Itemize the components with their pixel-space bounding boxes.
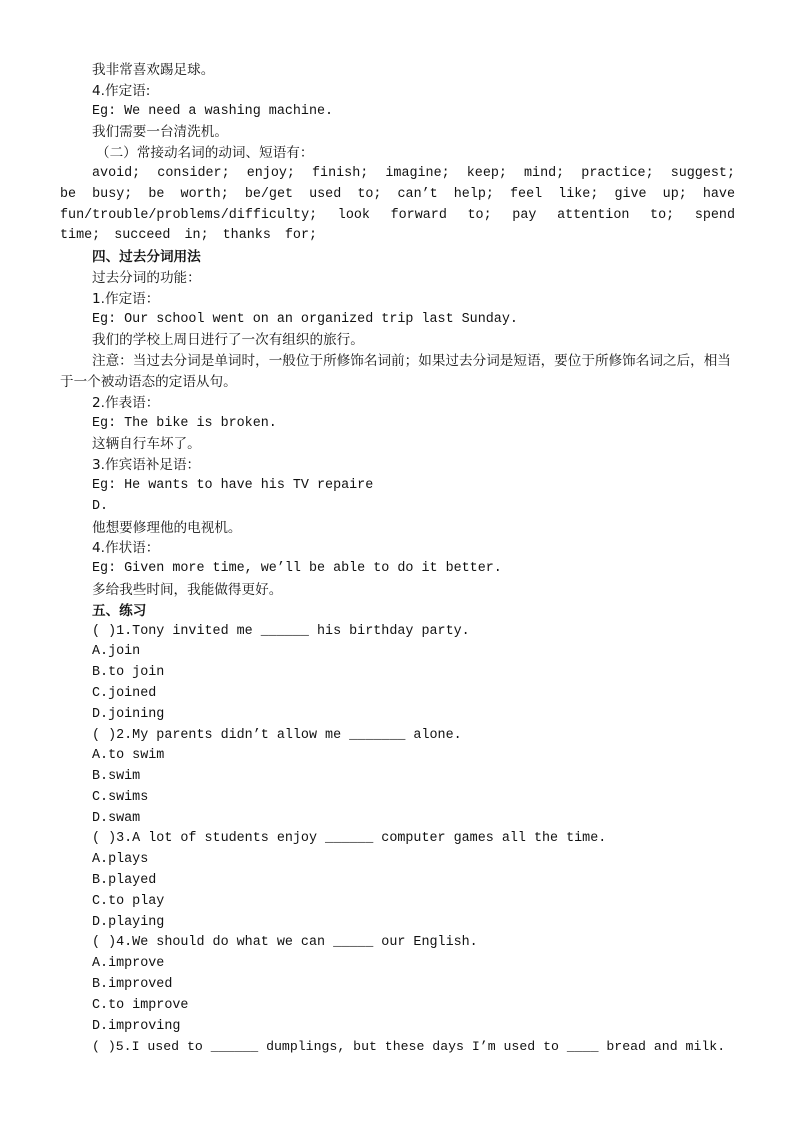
answer-option: D.improving [92,1018,181,1034]
document-content [60,60,735,1058]
answer-option: B.improved [92,977,173,993]
example-translation: 他想要修理他的电视机。 [92,519,242,536]
example-sentence-continuation: D. [92,498,109,514]
answer-option: C.to play [92,893,165,909]
example-translation: 我们的学校上周日进行了一次有组织的旅行。 [92,332,364,349]
usage-heading: 4.作状语： [92,540,160,557]
question-stem: ( )1.Tony invited me ______ his birthday party. [92,623,470,639]
example-sentence: Eg: Our school went on an organized trip last Sunday. [92,311,518,327]
section-title-past-participle: 四、过去分词用法 [92,249,201,266]
section-title-exercises: 五、练习 [92,602,147,619]
answer-option: C.joined [92,685,157,701]
answer-option: B.played [92,873,157,889]
functions-heading: 过去分词的功能： [92,269,201,286]
question-stem: ( )3.A lot of students enjoy ______ computer games all the time. [92,831,607,847]
section-subheading: （二）常接动名词的动词、短语有： [96,145,314,162]
example-translation: 我非常喜欢踢足球。 [92,62,215,78]
question-stem: ( )4.We should do what we can _____ our English. [92,935,478,951]
answer-option: A.to swim [92,748,165,764]
exercise-question-5 [60,1037,735,1058]
gerund-verbs-list: avoid; consider; enjoy; finish; imagine; keep; mind; practice; suggest; be busy; be worth; be/get used to; can’t help; feel like; give up; have fun/trouble/problems/difficulty; look forward to; pay attention to; spend time; succeed in; thanks for; [60,165,735,244]
exercise-question-3 [60,829,735,933]
answer-option: A.join [92,644,141,660]
usage-heading: 1.作定语： [92,290,160,307]
exercise-question-2 [60,726,735,830]
exercise-question-1 [60,622,735,726]
example-translation: 多给我些时间，我能做得更好。 [92,581,283,598]
example-sentence: Eg: Given more time, we’ll be able to do it better. [92,561,502,577]
example-sentence: Eg: We need a washing machine. [92,103,334,119]
answer-option: A.improve [92,956,165,972]
usage-heading: 2.作表语： [92,394,160,411]
answer-option: A.plays [92,852,149,868]
question-stem: ( )2.My parents didn’t allow me _______ alone. [92,727,462,743]
answer-option: D.swam [92,810,141,826]
answer-option: C.to improve [92,997,189,1013]
question-stem: ( )5.I used to ______ dumplings, but these days I’m used to ____ bread and milk. [92,1039,726,1055]
answer-option: B.swim [92,769,141,785]
answer-option: B.to join [92,665,165,681]
example-sentence: Eg: He wants to have his TV repaire [92,477,374,493]
example-translation: 这辆自行车坏了。 [92,436,201,453]
usage-heading: 3.作宾语补足语： [92,457,201,474]
answer-option: D.joining [92,706,165,722]
usage-heading: 4.作定语: [92,82,151,99]
example-sentence: Eg: The bike is broken. [92,415,277,431]
exercise-question-4 [60,933,735,1037]
answer-option: D.playing [92,914,165,930]
example-translation: 我们需要一台清洗机。 [92,124,228,141]
answer-option: C.swims [92,789,149,805]
usage-note: 注意：当过去分词是单词时，一般位于所修饰名词前；如果过去分词是短语，要位于所修饰名词之后，相当于一个被动语态的定语从句。 [60,353,731,390]
